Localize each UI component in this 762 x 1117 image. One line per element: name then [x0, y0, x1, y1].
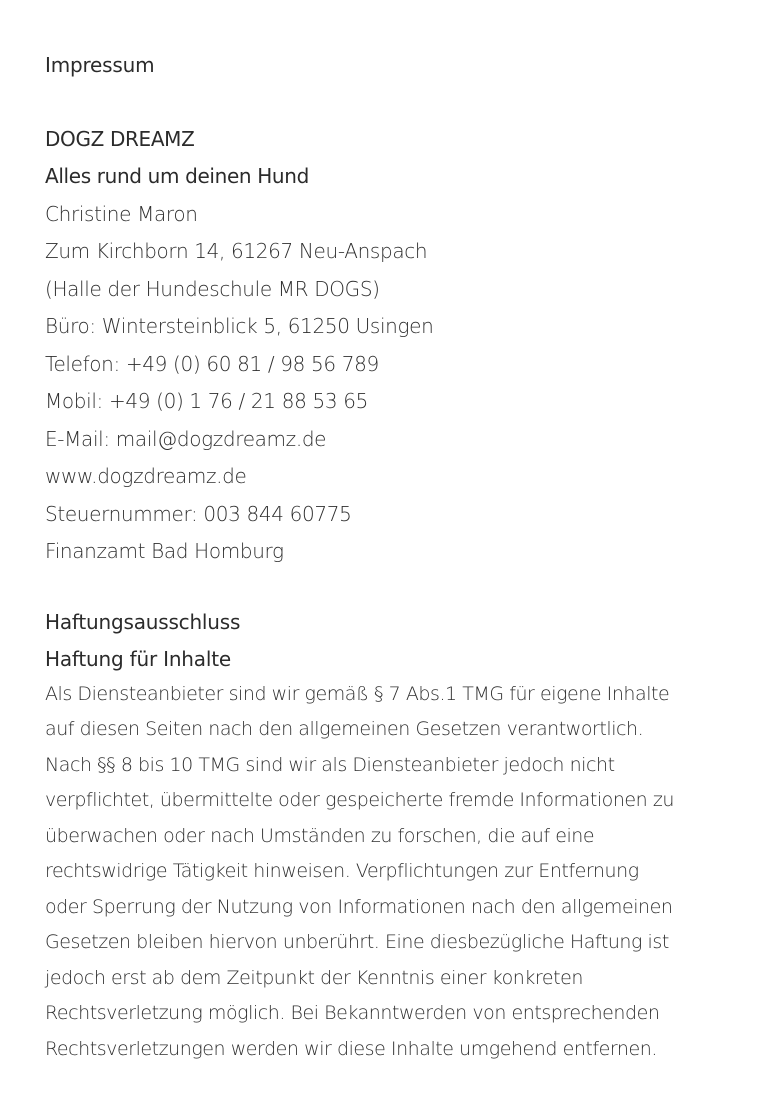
disclaimer-heading: Haftungsausschluss — [45, 610, 241, 634]
paragraph-line: Rechtsverletzungen werden wir diese Inhalte umgehend entfernen. — [45, 1038, 657, 1060]
paragraph-line: verpflichtet, übermittelte oder gespeicherte fremde Informationen zu — [45, 789, 674, 811]
phone-number: Telefon: +49 (0) 60 81 / 98 56 789 — [45, 352, 379, 376]
page-title: Impressum — [45, 53, 155, 77]
paragraph-line: Nach §§ 8 bis 10 TMG sind wir als Diensteanbieter jedoch nicht — [45, 754, 615, 776]
tax-number: Steuernummer: 003 844 60775 — [45, 502, 352, 526]
paragraph-line: überwachen oder nach Umständen zu forschen, die auf eine — [45, 825, 595, 847]
owner-name: Christine Maron — [45, 202, 198, 226]
paragraph-line: Gesetzen bleiben hiervon unberührt. Eine diesbezügliche Haftung ist — [45, 931, 669, 953]
website-link[interactable]: www.dogzdreamz.de — [45, 464, 247, 488]
paragraph-line: rechtswidrige Tätigkeit hinweisen. Verpflichtungen zur Entfernung — [45, 860, 639, 882]
mobile-number: Mobil: +49 (0) 1 76 / 21 88 53 65 — [45, 389, 368, 413]
address-note: (Halle der Hundeschule MR DOGS) — [45, 277, 380, 301]
paragraph-line: oder Sperrung der Nutzung von Informationen nach den allgemeinen — [45, 896, 673, 918]
company-name: DOGZ DREAMZ — [45, 127, 195, 151]
disclaimer-subheading: Haftung für Inhalte — [45, 647, 231, 671]
email-link[interactable]: mail@dogzdreamz.de — [115, 427, 327, 451]
paragraph-line: jedoch erst ab dem Zeitpunkt der Kenntnis einer konkreten — [45, 967, 583, 989]
paragraph-line: Als Diensteanbieter sind wir gemäß § 7 Abs.1 TMG für eigene Inhalte — [45, 683, 670, 705]
tax-office: Finanzamt Bad Homburg — [45, 539, 284, 563]
email-row — [45, 427, 326, 451]
email-label: E-Mail: — [45, 427, 116, 451]
paragraph-line: Rechtsverletzung möglich. Bei Bekanntwerden von entsprechenden — [45, 1002, 660, 1024]
office-address: Büro: Wintersteinblick 5, 61250 Usingen — [45, 314, 434, 338]
address: Zum Kirchborn 14, 61267 Neu-Anspach — [45, 239, 428, 263]
company-tagline: Alles rund um deinen Hund — [45, 164, 309, 188]
paragraph-line: auf diesen Seiten nach den allgemeinen Gesetzen verantwortlich. — [45, 718, 644, 740]
